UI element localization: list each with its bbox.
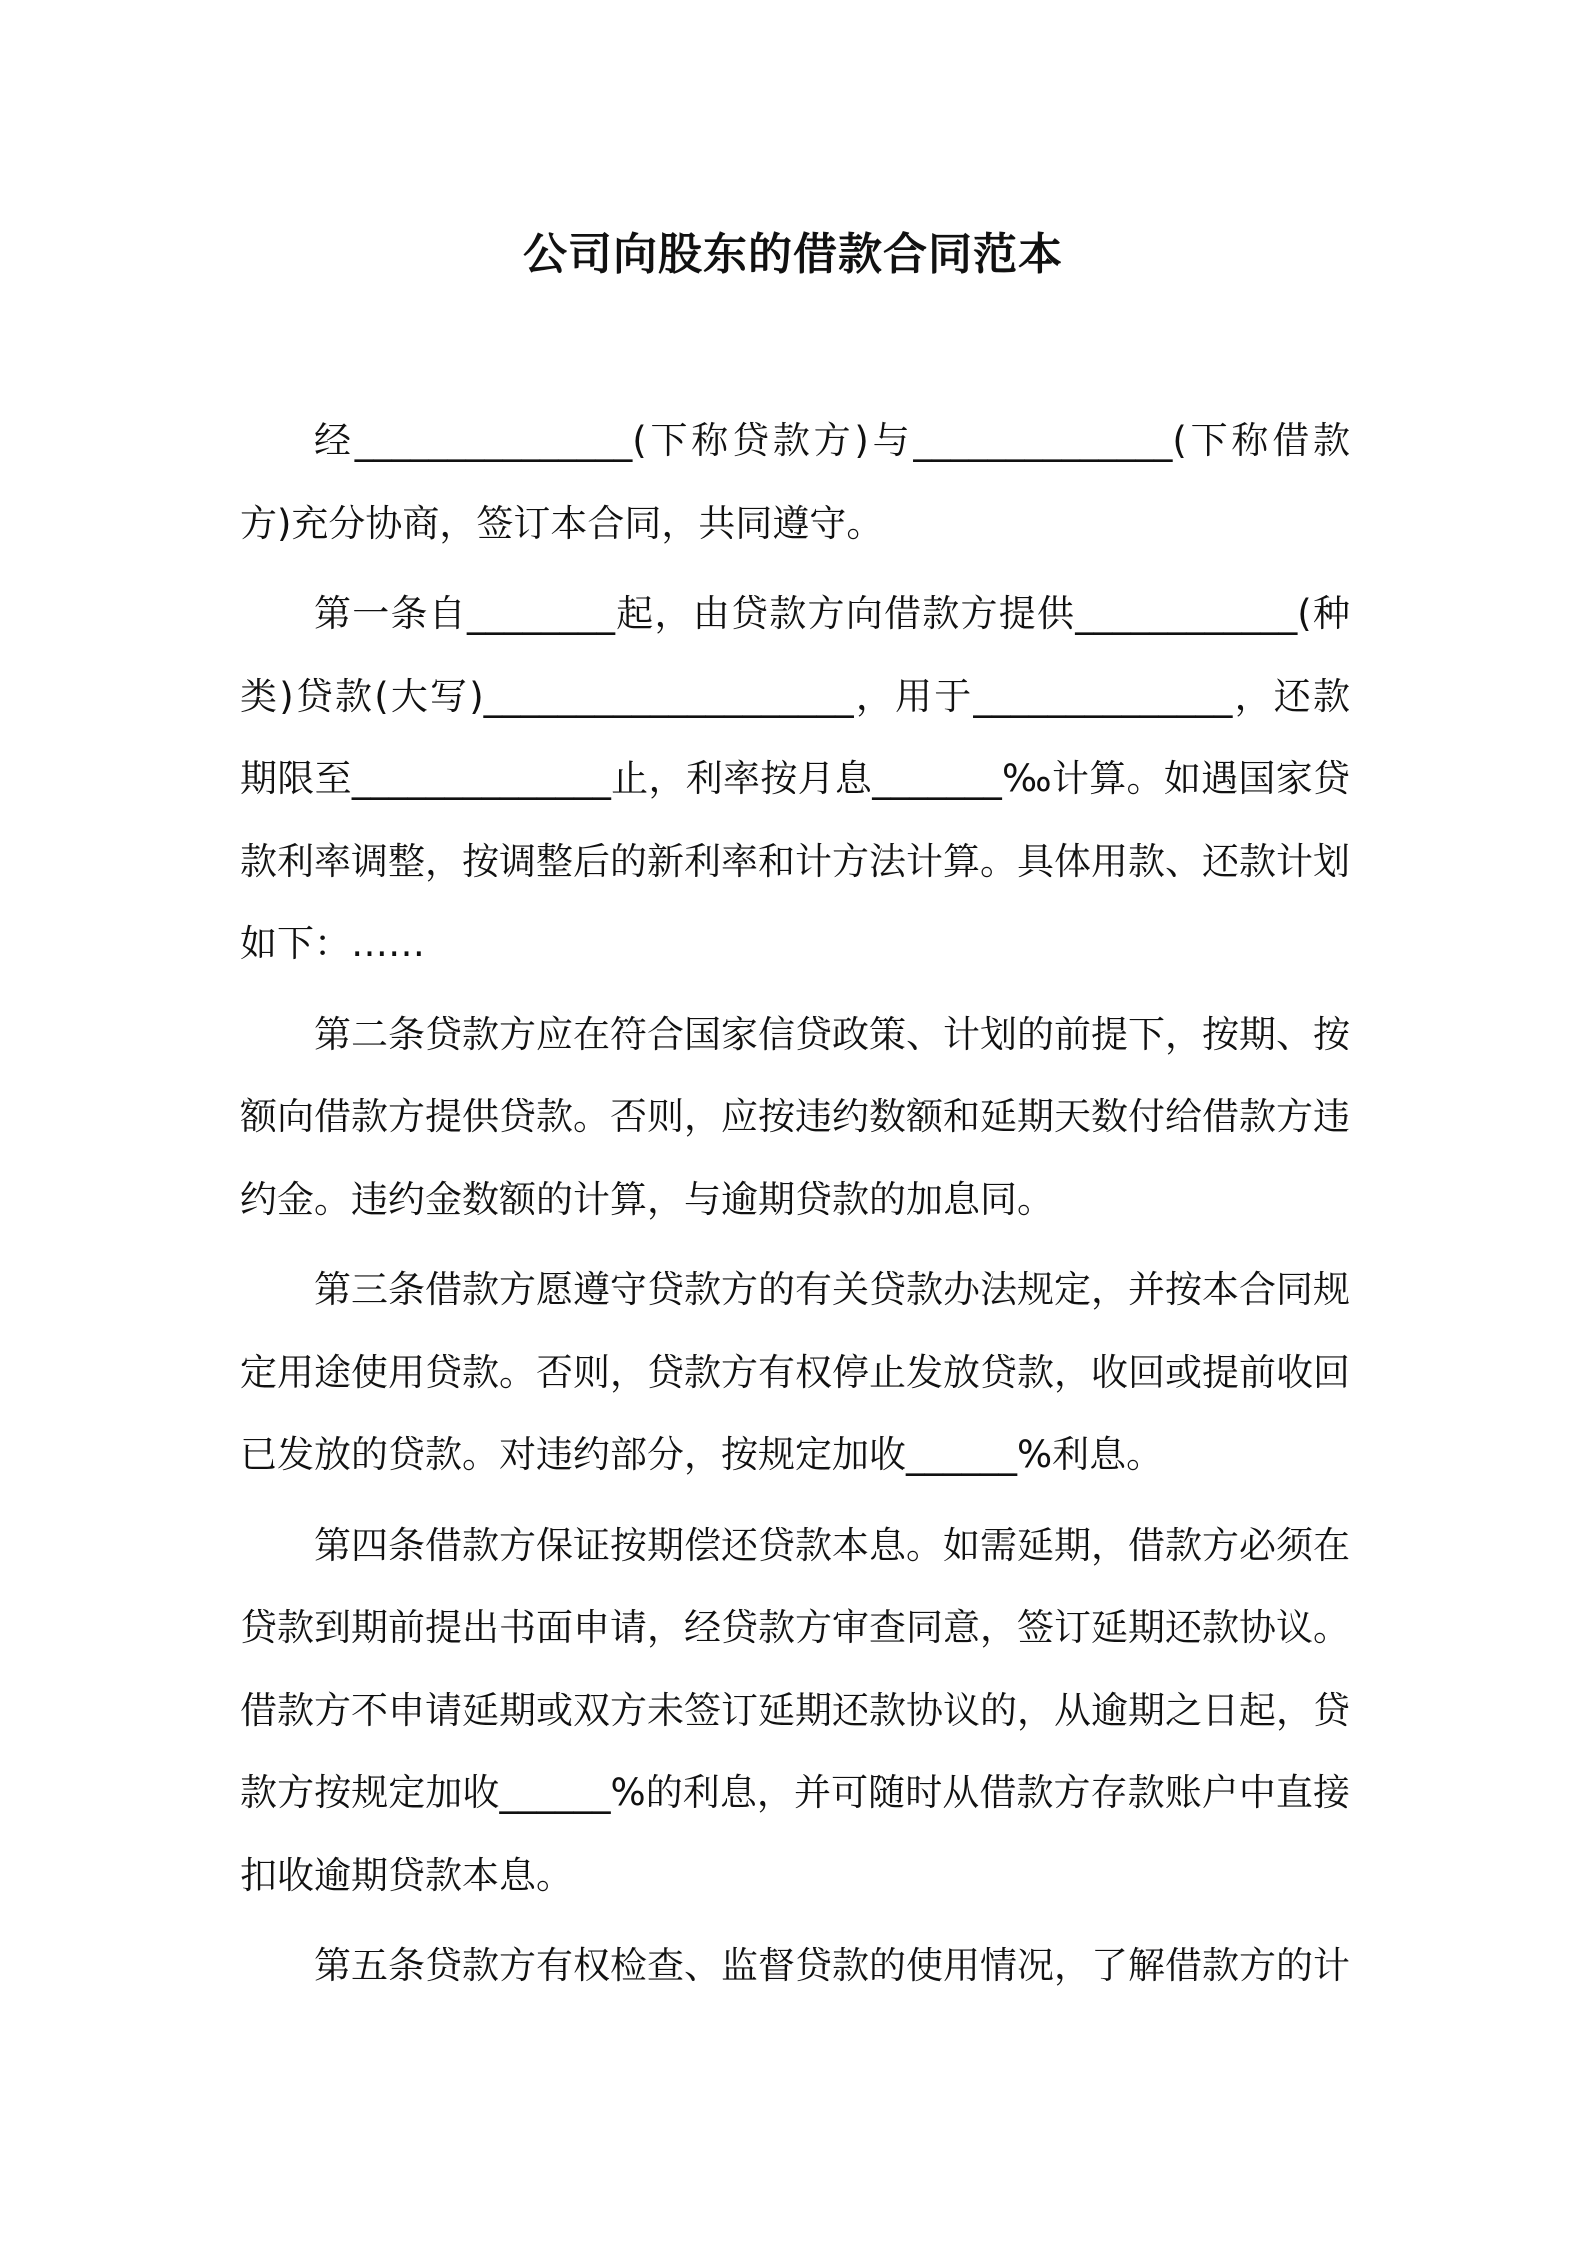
paragraph-article-3: 第三条借款方愿遵守贷款方的有关贷款办法规定，并按本合同规定用途使用贷款。否则，贷款方有权停止发放贷款，收回或提前收回已发放的贷款。对违约部分，按规定加收______%利息。 — [240, 1268, 1350, 1476]
paragraph-article-5: 第五条贷款方有权检查、监督贷款的使用情况，了解借款方的计 — [314, 1944, 1350, 1987]
document-body — [240, 400, 1350, 2016]
paragraph-article-2: 第二条贷款方应在符合国家信贷政策、计划的前提下，按期、按额向借款方提供贷款。否则，应按违约数额和延期天数付给借款方违约金。违约金数额的计算，与逾期贷款的加息同。 — [240, 1012, 1350, 1221]
paragraph-article-4: 第四条借款方保证按期偿还贷款本息。如需延期，借款方必须在贷款到期前提出书面申请，经贷款方审查同意，签订延期还款协议。借款方不申请延期或双方未签订延期还款协议的，从逾期之日起，贷款方按规定加收______%的利息，并可随时从借款方存款账户中直接扣收逾期贷款本息。 — [240, 1523, 1350, 1897]
document-title: 公司向股东的借款合同范本 — [523, 229, 1063, 280]
paragraph-article-1: 第一条自________起，由贷款方向借款方提供____________(种类)贷款(大写)____________________，用于______________，还款期限至______________止，利率按月息_______‰计算。如遇国家贷款利率调整，按调整后的新利率和计方法计算。具体用款、还款计划如下：…… — [240, 592, 1350, 965]
paragraph-intro: 经_______________(下称贷款方)与______________(下称借款方)充分协商，签订本合同，共同遵守。 — [240, 419, 1350, 545]
